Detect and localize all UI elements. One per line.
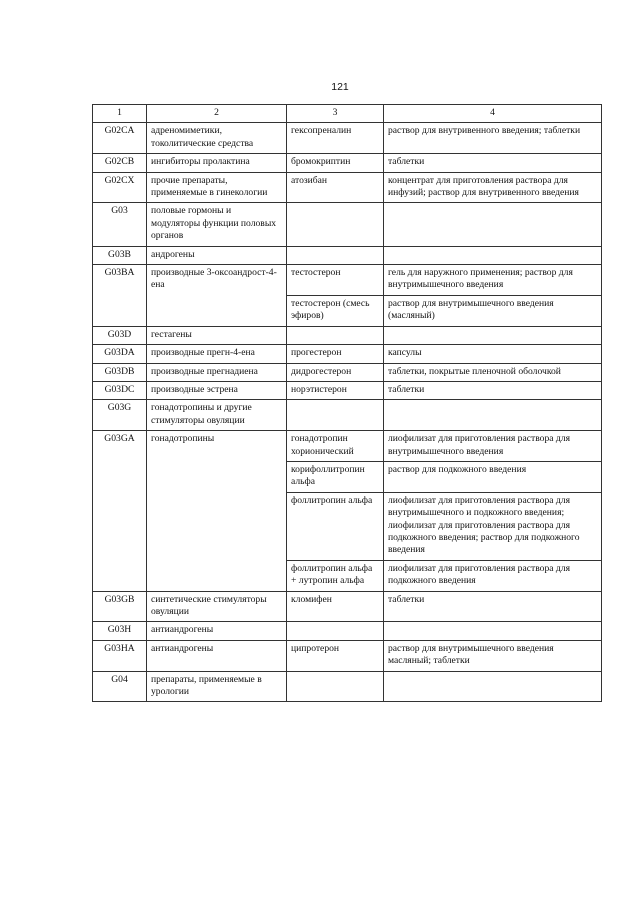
group-name-cell: производные 3-оксоандрост-4-ена	[147, 265, 287, 327]
drug-name-cell: прогестерон	[287, 345, 384, 363]
table-row	[93, 622, 602, 640]
dosage-form-cell	[384, 246, 602, 264]
header-cell: 4	[384, 105, 602, 123]
dosage-form-cell: раствор для подкожного введения	[384, 461, 602, 492]
group-name-cell: производные прегн-4-ена	[147, 345, 287, 363]
drug-name-cell	[287, 326, 384, 344]
dosage-form-cell: лиофилизат для приготовления раствора для внутримышечного введения	[384, 431, 602, 462]
table-row	[93, 363, 602, 381]
dosage-form-cell: лиофилизат для приготовления раствора для внутримышечного и подкожного введения; лиофилизат для приготовления раствора для подкожного введения; раствор для подкожного введения	[384, 492, 602, 560]
drug-name-cell	[287, 246, 384, 264]
drug-name-cell	[287, 622, 384, 640]
group-name-cell: гестагены	[147, 326, 287, 344]
table-row	[93, 203, 602, 246]
drug-name-cell: тестостерон (смесь эфиров)	[287, 295, 384, 326]
atc-code-cell: G03B	[93, 246, 147, 264]
atc-code-cell: G02CB	[93, 154, 147, 172]
atc-code-cell: G03	[93, 203, 147, 246]
dosage-form-cell: раствор для внутривенного введения; таблетки	[384, 123, 602, 154]
table-body	[93, 105, 602, 702]
table-row	[93, 345, 602, 363]
atc-code-cell: G03GA	[93, 431, 147, 591]
drug-name-cell: норэтистерон	[287, 381, 384, 399]
dosage-form-cell	[384, 400, 602, 431]
dosage-form-cell	[384, 326, 602, 344]
table-row	[93, 381, 602, 399]
group-name-cell: антиандрогены	[147, 622, 287, 640]
table-row	[93, 265, 602, 296]
atc-code-cell: G03G	[93, 400, 147, 431]
table-row	[93, 246, 602, 264]
drug-name-cell: ципротерон	[287, 640, 384, 671]
dosage-form-cell: таблетки, покрытые пленочной оболочкой	[384, 363, 602, 381]
group-name-cell: гонадотропины и другие стимуляторы овуляции	[147, 400, 287, 431]
drug-name-cell: гексопреналин	[287, 123, 384, 154]
drug-name-cell	[287, 400, 384, 431]
group-name-cell: гонадотропины	[147, 431, 287, 591]
drug-name-cell: гонадотропин хорионический	[287, 431, 384, 462]
atc-code-cell: G03GB	[93, 591, 147, 622]
drug-name-cell	[287, 203, 384, 246]
atc-code-cell: G03BA	[93, 265, 147, 327]
group-name-cell: ингибиторы пролактина	[147, 154, 287, 172]
dosage-form-cell	[384, 671, 602, 702]
group-name-cell: андрогены	[147, 246, 287, 264]
drug-name-cell: бромокриптин	[287, 154, 384, 172]
drug-name-cell: дидрогестерон	[287, 363, 384, 381]
table-row	[93, 400, 602, 431]
dosage-form-cell	[384, 203, 602, 246]
atc-code-cell: G03D	[93, 326, 147, 344]
atc-code-cell: G03DA	[93, 345, 147, 363]
drug-name-cell: атозибан	[287, 172, 384, 203]
atc-code-cell: G03H	[93, 622, 147, 640]
table-row	[93, 591, 602, 622]
atc-code-cell: G03DC	[93, 381, 147, 399]
drug-name-cell: фоллитропин альфа	[287, 492, 384, 560]
atc-code-cell: G02CA	[93, 123, 147, 154]
header-cell: 1	[93, 105, 147, 123]
group-name-cell: производные эстрена	[147, 381, 287, 399]
group-name-cell: производные прегнадиена	[147, 363, 287, 381]
header-cell: 3	[287, 105, 384, 123]
table-row	[93, 326, 602, 344]
dosage-form-cell: концентрат для приготовления раствора для инфузий; раствор для внутривенного введения	[384, 172, 602, 203]
dosage-form-cell	[384, 622, 602, 640]
drug-name-cell: кломифен	[287, 591, 384, 622]
group-name-cell: препараты, применяемые в урологии	[147, 671, 287, 702]
drug-name-cell: тестостерон	[287, 265, 384, 296]
atc-code-cell: G04	[93, 671, 147, 702]
dosage-form-cell: капсулы	[384, 345, 602, 363]
drug-name-cell	[287, 671, 384, 702]
table-row	[93, 154, 602, 172]
dosage-form-cell: лиофилизат для приготовления раствора для подкожного введения	[384, 560, 602, 591]
dosage-form-cell: таблетки	[384, 591, 602, 622]
table-row	[93, 640, 602, 671]
group-name-cell: адреномиметики, токолитические средства	[147, 123, 287, 154]
group-name-cell: половые гормоны и модуляторы функции половых органов	[147, 203, 287, 246]
group-name-cell: антиандрогены	[147, 640, 287, 671]
dosage-form-cell: раствор для внутримышечного введения масляный; таблетки	[384, 640, 602, 671]
drug-name-cell: корифоллитропин альфа	[287, 461, 384, 492]
page-number: 121	[331, 81, 349, 93]
dosage-form-cell: таблетки	[384, 381, 602, 399]
table-header-row	[93, 105, 602, 123]
group-name-cell: прочие препараты, применяемые в гинекологии	[147, 172, 287, 203]
dosage-form-cell: гель для наружного применения; раствор для внутримышечного введения	[384, 265, 602, 296]
dosage-form-cell: раствор для внутримышечного введения (масляный)	[384, 295, 602, 326]
atc-code-cell: G02CX	[93, 172, 147, 203]
header-cell: 2	[147, 105, 287, 123]
table-row	[93, 123, 602, 154]
table-row	[93, 671, 602, 702]
drug-name-cell: фоллитропин альфа + лутропин альфа	[287, 560, 384, 591]
dosage-form-cell: таблетки	[384, 154, 602, 172]
atc-code-cell: G03HA	[93, 640, 147, 671]
atc-code-cell: G03DB	[93, 363, 147, 381]
drug-table	[92, 104, 602, 702]
table-row	[93, 431, 602, 462]
group-name-cell: синтетические стимуляторы овуляции	[147, 591, 287, 622]
table-row	[93, 172, 602, 203]
